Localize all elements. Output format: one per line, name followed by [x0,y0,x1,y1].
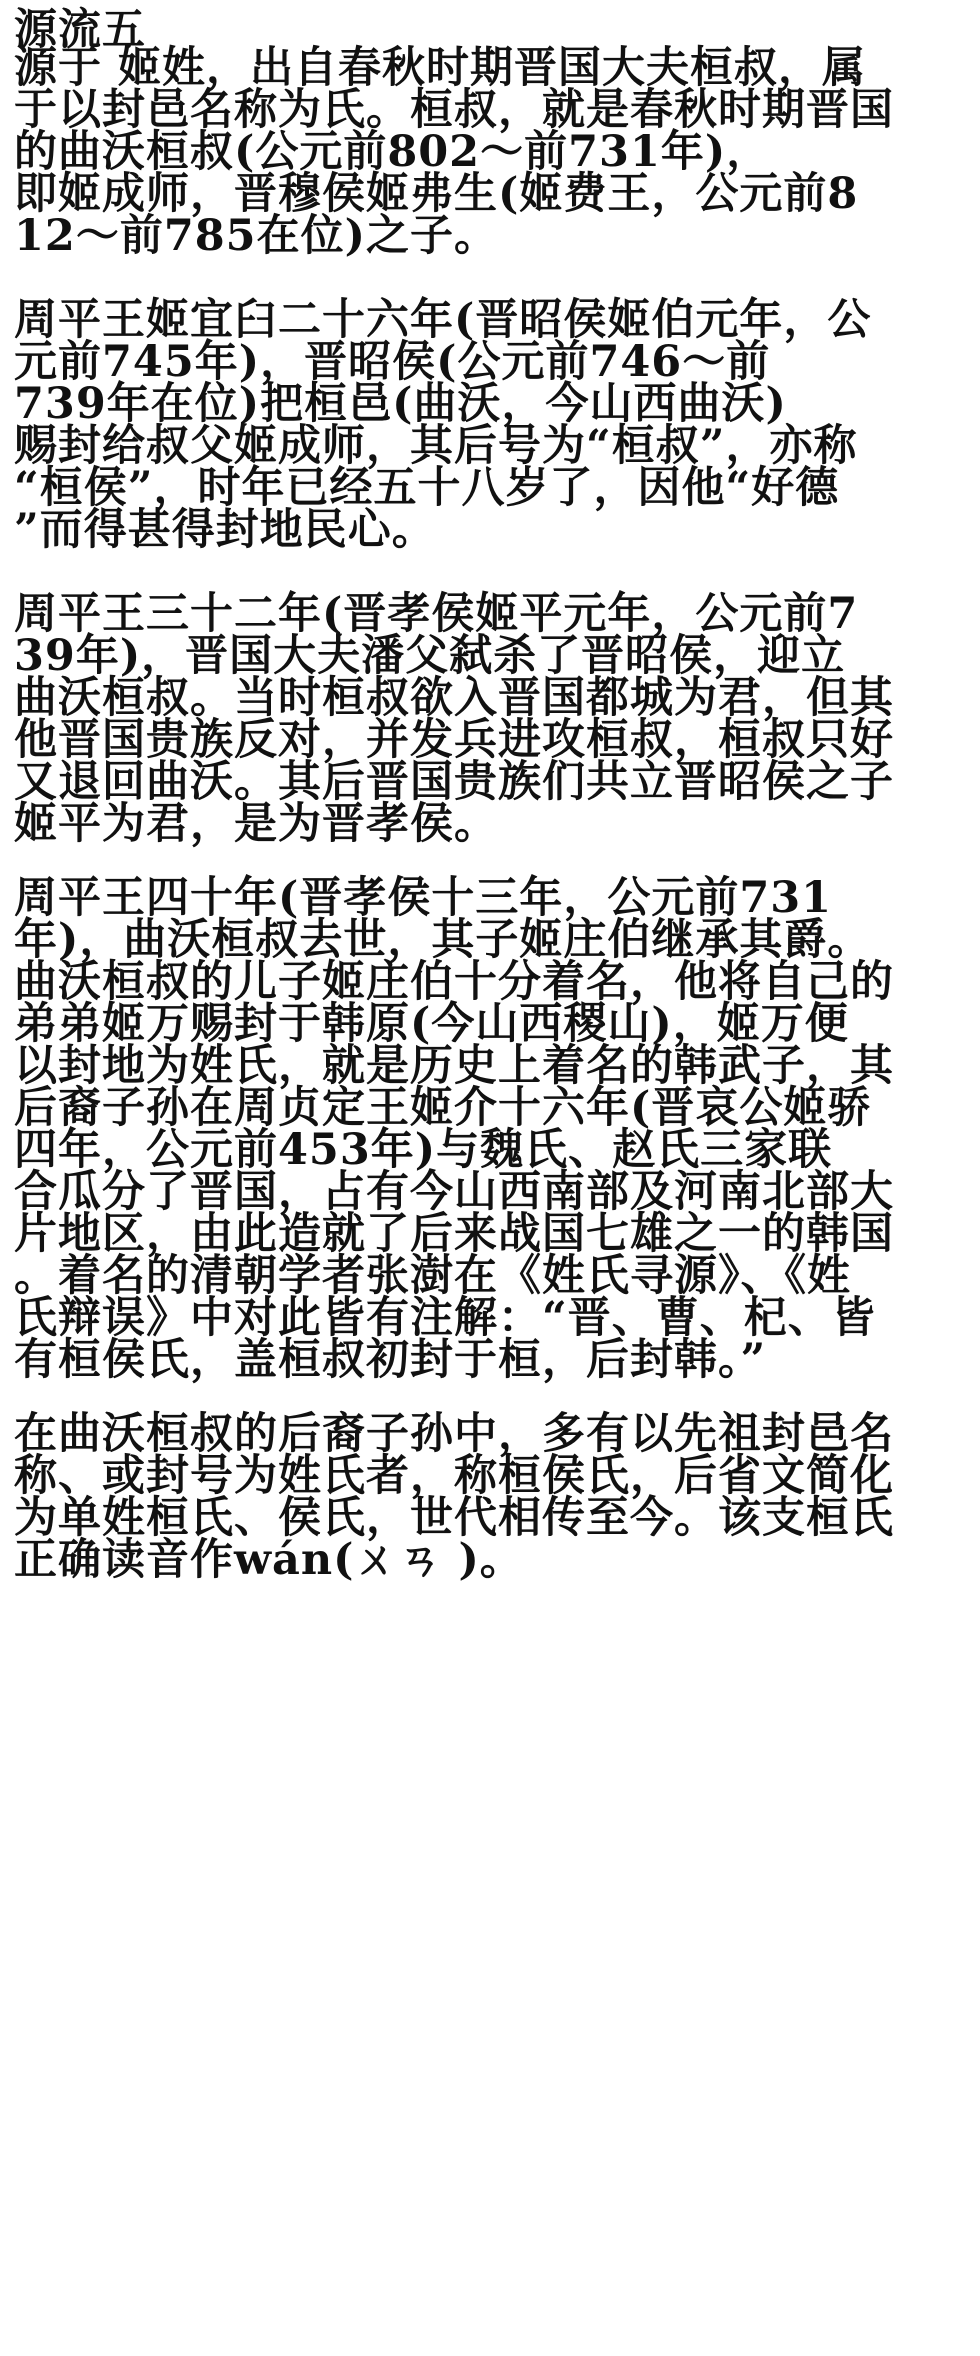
text-line: 称、或封号为姓氏者，称桓侯氏，后省文简化 [14,1451,894,1501]
text-line: 12～前785在位)之子。 [14,211,498,261]
text-line: 赐封给叔父姬成师，其后号为“桓叔”，亦称 [14,421,858,471]
text-line: 以封地为姓氏，就是历史上着名的韩武子，其 [14,1041,894,1091]
text-line: 片地区，由此造就了后来战国七雄之一的韩国 [14,1209,894,1259]
text-line: 39年)，晋国大夫潘父弑杀了晋昭侯，迎立 [14,631,846,681]
text-line: 。着名的清朝学者张澍在《姓氏寻源》、《姓 [14,1251,851,1301]
text-line: 弟弟姬万赐封于韩原(今山西稷山)，姬万便 [14,999,849,1049]
text-line: ”而得甚得封地民心。 [14,505,436,555]
text-line: 后裔子孙在周贞定王姬介十六年(晋哀公姬骄 [14,1083,872,1133]
text-line: 即姬成师，晋穆侯姬弗生(姬费王，公元前8 [14,169,859,219]
document-title: 源流五 [14,5,146,55]
text-line: 在曲沃桓叔的后裔子孙中，多有以先祖封邑名 [14,1409,894,1459]
text-line: 于以封邑名称为氏。桓叔，就是春秋时期晋国 [14,85,894,135]
text-line: 周平王三十二年(晋孝侯姬平元年，公元前7 [14,589,859,639]
text-line: 氏辩误》中对此皆有注解：“晋、曹、杞、皆 [14,1293,876,1343]
text-line: 为单姓桓氏、侯氏，世代相传至今。该支桓氏 [14,1493,894,1543]
text-line: 四年，公元前453年)与魏氏、赵氏三家联 [14,1125,833,1175]
text-line: 源于 姬姓，出自春秋时期晋国大夫桓叔，属 [14,43,866,93]
text-line: 的曲沃桓叔(公元前802～前731年)， [14,127,771,177]
text-line: 合瓜分了晋国，占有今山西南部及河南北部大 [14,1167,894,1217]
text-line: 正确读音作wán(ㄨㄢ )。 [14,1535,524,1585]
text-line: 曲沃桓叔。当时桓叔欲入晋国都城为君，但其 [14,673,894,723]
text-line: 曲沃桓叔的儿子姬庄伯十分着名，他将自己的 [14,957,894,1007]
text-line: 有桓侯氏，盖桓叔初封于桓，后封韩。” [14,1335,767,1385]
text-line: 周平王姬宜臼二十六年(晋昭侯姬伯元年，公 [14,295,872,345]
text-line: 他晋国贵族反对，并发兵进攻桓叔，桓叔只好 [14,715,894,765]
text-line: “桓侯”，时年已经五十八岁了，因他“好德 [14,463,840,513]
text-line: 周平王四十年(晋孝侯十三年，公元前731 [14,873,833,923]
text-line: 姬平为君，是为晋孝侯。 [14,799,498,849]
text-line: 又退回曲沃。其后晋国贵族们共立晋昭侯之子 [14,757,894,807]
text-line: 年)，曲沃桓叔去世，其子姬庄伯继承其爵。 [14,915,872,965]
text-line: 元前745年)，晋昭侯(公元前746～前 [14,337,771,387]
text-line: 739年在位)把桓邑(曲沃，今山西曲沃) [14,379,787,429]
